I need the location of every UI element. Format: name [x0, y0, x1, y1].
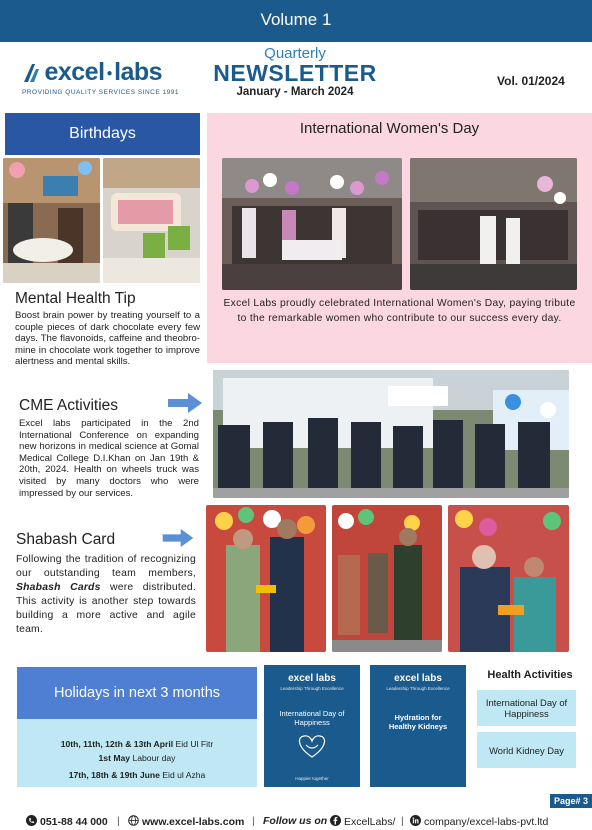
birthday-photo-2 [103, 158, 200, 283]
logo-tagline: PROVIDING QUALITY SERVICES SINCE 1991 [22, 89, 179, 96]
volume-label: Volume 1 [260, 10, 332, 29]
arrow-right-icon [168, 393, 202, 413]
poster-footer: Happier together [295, 776, 329, 781]
womens-day-photo-1 [222, 158, 402, 290]
globe-icon [128, 815, 139, 826]
poster-logo: excel labs [394, 673, 442, 684]
poster-slogan: Leadership Through Excellence [386, 686, 450, 691]
volume-banner [0, 0, 592, 42]
masthead-dates: January - March 2024 [236, 86, 354, 98]
mental-health-title: Mental Health Tip [15, 290, 136, 307]
womens-day-photo-2 [410, 158, 577, 290]
kidney-day-poster [370, 665, 466, 787]
cme-title: CME Activities [19, 397, 119, 414]
shabash-photo-2 [332, 505, 442, 652]
womens-day-title: International Women's Day [299, 120, 480, 137]
birthday-photo-1 [3, 158, 100, 283]
footer-follow-label: Follow us on [263, 815, 328, 827]
holidays-heading: Holidays in next 3 months [17, 667, 257, 719]
footer-website[interactable]: www.excel-labs.com [128, 815, 244, 828]
poster-logo: excel labs [288, 673, 336, 684]
logo-wordmark: excel ●labs [44, 58, 163, 86]
arrow-right-icon [162, 529, 194, 547]
excel-labs-logo [22, 58, 182, 96]
womens-day-text: Excel Labs proudly celebrated International Women's Day, paying tribute to the remarkable women who contribute to our success every day. [223, 298, 576, 324]
poster-slogan: Leadership Through Excellence [280, 686, 344, 691]
masthead-kicker: Quarterly [264, 45, 326, 62]
footer-facebook[interactable]: ExcelLabs/ [330, 815, 395, 828]
happiness-day-poster [264, 665, 360, 787]
poster-title: Hydration for Healthy Kidneys [388, 713, 448, 731]
facebook-icon [330, 815, 341, 826]
holiday-line-1: 10th, 11th, 12th & 13th April Eid Ul Fitr [60, 739, 214, 749]
issue-number: Vol. 01/2024 [497, 74, 565, 88]
health-activities-title: Health Activities [487, 669, 573, 681]
health-activity-item: World Kidney Day [477, 732, 576, 768]
poster-title: International Day of Happiness [279, 709, 345, 727]
holiday-line-2: 1st May Labour day [98, 753, 176, 763]
mental-health-text: Boost brain power by treating yourself to a couple pieces of dark chocolate every few days. The flavonoids, caffeine and theobro-mine in chocolate work together to improve alertness and mental skills. [15, 310, 200, 368]
cme-group-photo [213, 370, 569, 498]
health-activity-item: International Day of Happiness [477, 690, 576, 726]
shabash-photo-1 [206, 505, 326, 652]
phone-icon [26, 815, 37, 826]
birthdays-heading: Birthdays [5, 113, 200, 155]
footer-phone: 051-88 44 000 [26, 815, 108, 828]
footer-linkedin[interactable]: company/excel-labs-pvt.ltd [410, 815, 548, 828]
cme-text: Excel labs participated in the 2nd International Conference on expanding new horizons in medical science at Gomal Medical College D.I.Khan on Jan 19th & 20th, 2024. Health on wheels truck was visited by many doctors who were impressed by our services. [19, 418, 199, 499]
excel-labs-logo-mark-icon [22, 62, 40, 84]
masthead-title: NEWSLETTER [213, 60, 377, 86]
linkedin-icon [410, 815, 421, 826]
footer: 051-88 44 000 | www.excel-labs.com | Follow us on ExcelLabs/ | company/excel-labs-pvt.ltd [0, 812, 592, 830]
shabash-title: Shabash Card [16, 531, 116, 548]
newsletter-masthead [200, 45, 390, 98]
holiday-line-3: 17th, 18th & 19th June Eid ul Azha [68, 770, 206, 780]
page-number: Page# 3 [550, 794, 592, 808]
shabash-text: Following the tradition of recognizing our outstanding team members, Shabash Cards were distributed. This activity is another step towards building a more active and agile team. [16, 554, 196, 635]
shabash-photo-3 [448, 505, 569, 652]
smiley-heart-icon [295, 733, 329, 759]
